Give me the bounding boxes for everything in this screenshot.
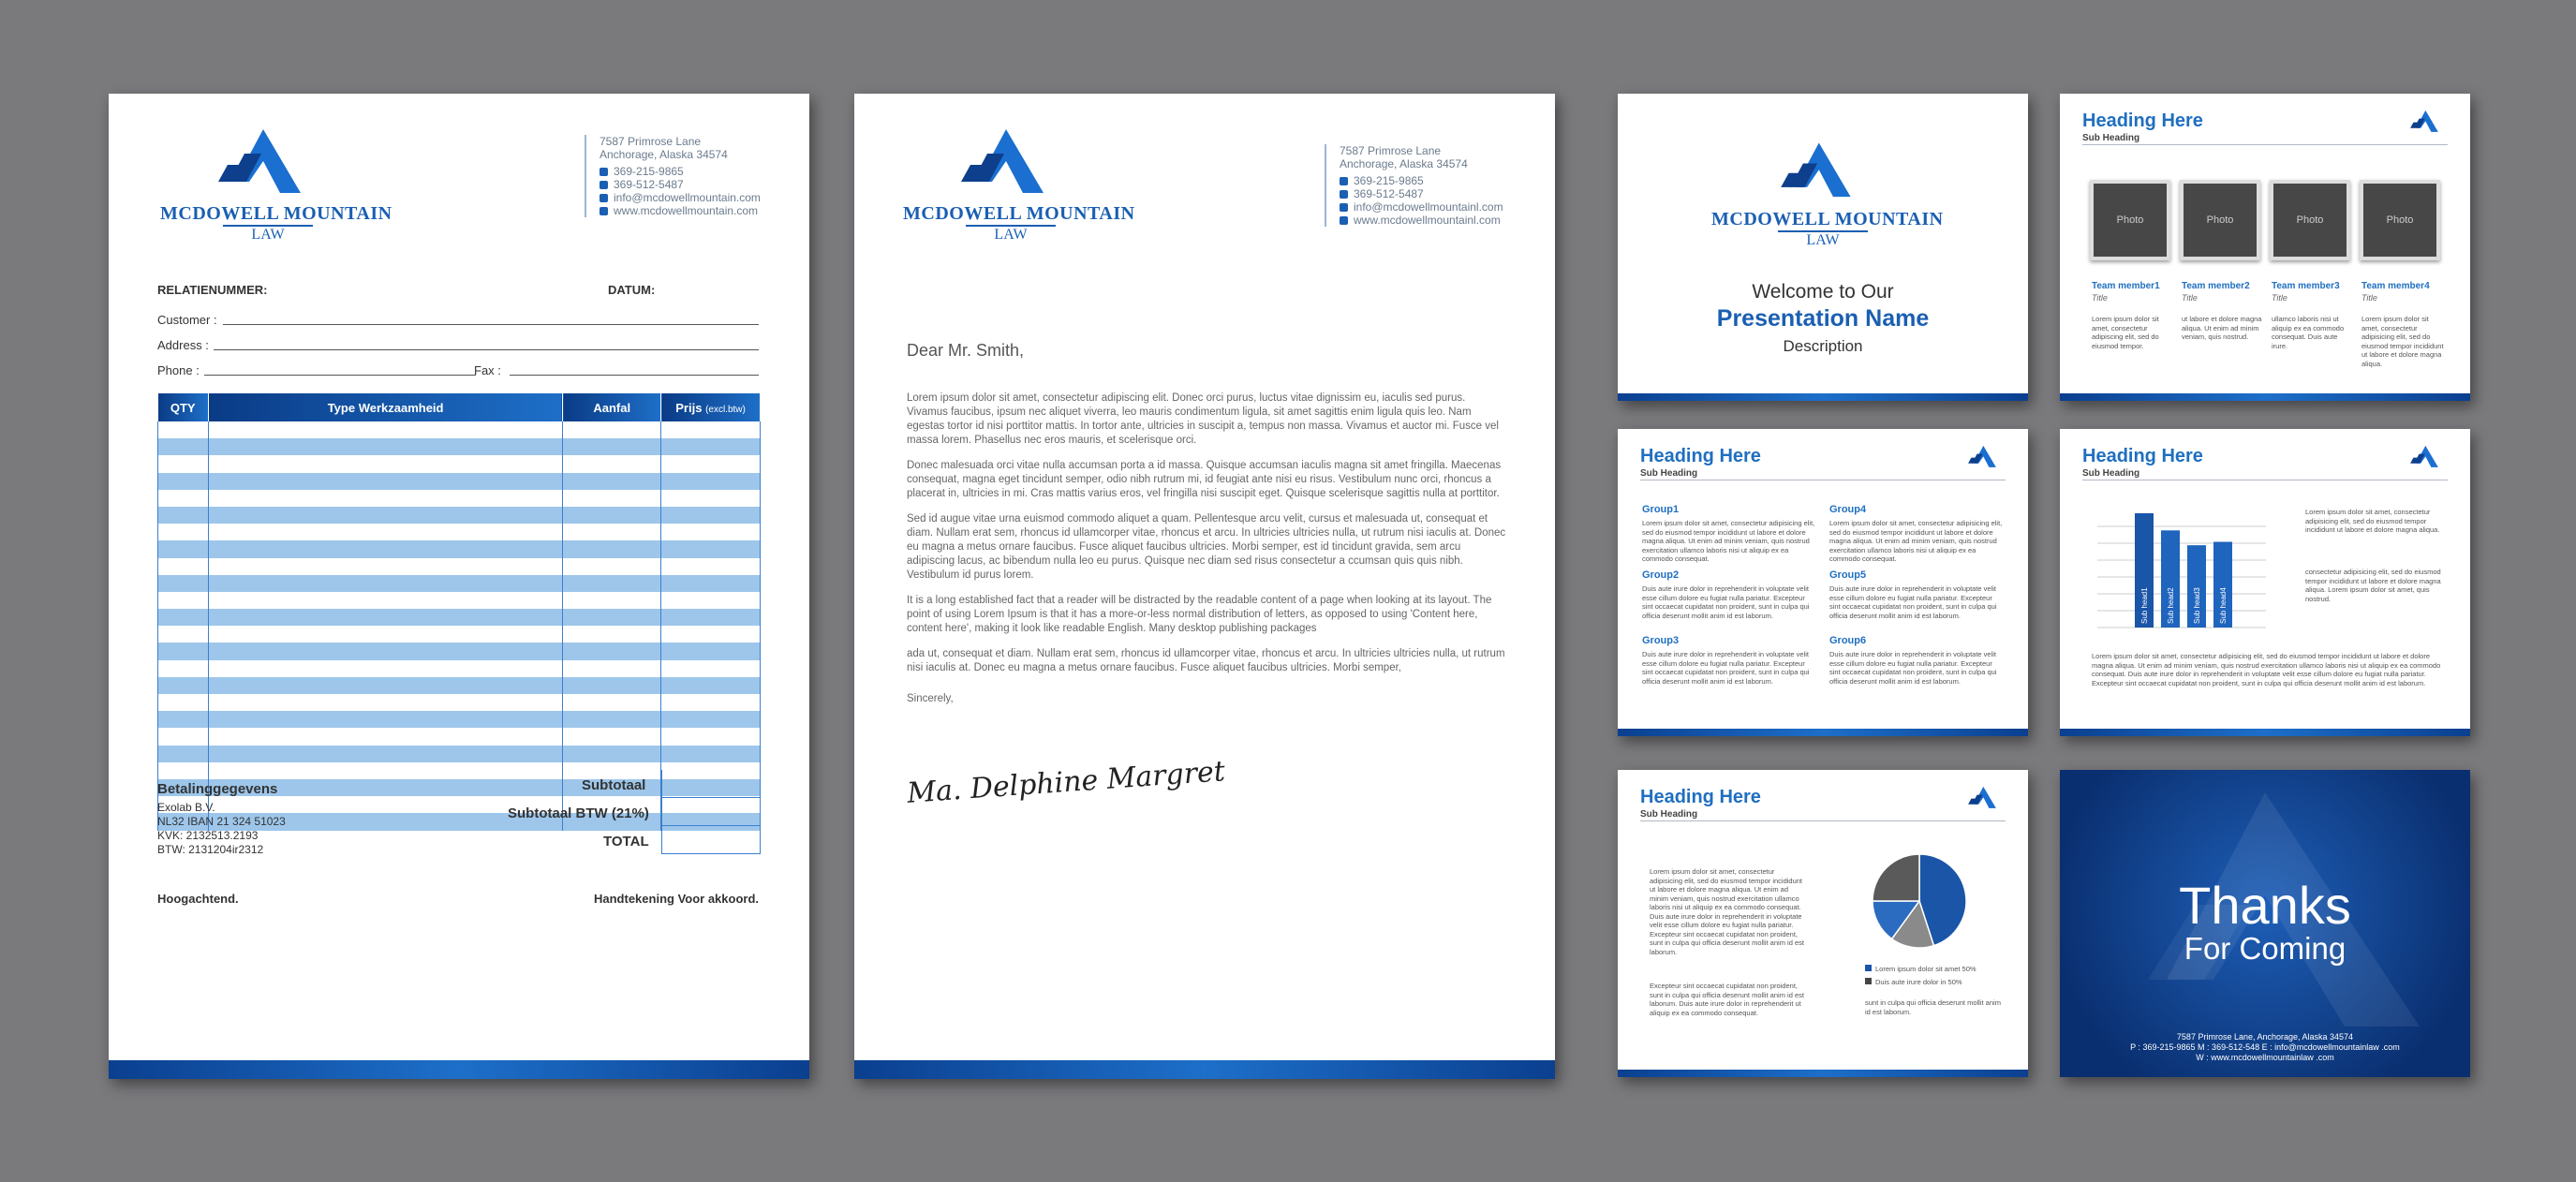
- table-cell[interactable]: [563, 694, 661, 711]
- email-icon: [1340, 203, 1348, 212]
- group-text: Lorem ipsum dolor sit amet, consectetur adipisicing elit, sed do eiusmod tempor incididunt ut labore et dolore magna aliqua. Ut enim ad minim veniam, quis nostrud exercitation ullamco laboris nisi ut aliquip ex ea commodo consequat.: [1642, 519, 1815, 563]
- table-cell[interactable]: [208, 507, 562, 524]
- table-row: [158, 660, 761, 677]
- total-label: TOTAL: [603, 834, 649, 850]
- fax-icon: [1340, 190, 1348, 199]
- fax-text: 369-512-5487: [614, 178, 684, 191]
- footer-band: [854, 1060, 1555, 1079]
- footer-band: [1618, 729, 2028, 736]
- table-row: [158, 438, 761, 455]
- slide-team: [2060, 94, 2470, 401]
- web-text: www.mcdowellmountain.com: [614, 204, 759, 217]
- table-row: [158, 558, 761, 575]
- address-line1: 7587 Primrose Lane: [600, 135, 702, 148]
- table-cell[interactable]: [661, 455, 761, 472]
- slide-heading: Heading Here: [1640, 446, 1761, 466]
- table-cell[interactable]: [661, 540, 761, 557]
- table-cell[interactable]: [158, 507, 209, 524]
- team-photo-3: Photo: [2270, 180, 2350, 260]
- mountain-logo-icon: [2406, 107, 2448, 137]
- slide-logo: [1711, 139, 1944, 249]
- team-member-title: Title: [2092, 293, 2108, 303]
- table-cell[interactable]: [158, 711, 209, 728]
- fax-field[interactable]: [510, 375, 759, 376]
- web-icon: [600, 207, 608, 215]
- betaling-line-1: Exolab B.V.: [157, 801, 215, 814]
- phone-text: 369-215-9865: [614, 165, 684, 178]
- customer-field[interactable]: [223, 324, 759, 325]
- table-row: [158, 746, 761, 762]
- bar-bottom-text: Lorem ipsum dolor sit amet, consectetur adipisicing elit, sed do eiusmod tempor incididunt ut labore et dolore magna aliqua. Ut enim ad minim veniam, quis nostrud exercitation ullamco laboris nisi ut aliquip ex ea commodo consequat. Duis aute irure dolor in reprehenderit in voluptate velit esse cillum dolore eu fugiat nulla pariatur. Excepteur sint occaecat cupidatat non proident, sunt in culpa qui officia deserunt mollit anim id est laborum.: [2092, 652, 2441, 687]
- team-photo-4: Photo: [2360, 180, 2440, 260]
- table-cell[interactable]: [208, 626, 562, 643]
- table-cell[interactable]: [158, 421, 209, 438]
- brand-sub: LAW: [223, 225, 312, 244]
- fax-icon: [600, 181, 608, 189]
- table-cell[interactable]: [661, 592, 761, 609]
- slide-groups: [1618, 429, 2028, 736]
- letter-sincerely: Sincerely,: [907, 693, 954, 704]
- phone-label: Phone :: [157, 363, 200, 377]
- table-cell[interactable]: [208, 455, 562, 472]
- table-cell[interactable]: [208, 746, 562, 762]
- table-cell[interactable]: [208, 677, 562, 694]
- thanks-text: Thanks: [2179, 876, 2351, 935]
- group-title: Group2: [1642, 569, 1680, 581]
- table-cell[interactable]: [563, 592, 661, 609]
- col-type: Type Werkzaamheid: [208, 393, 562, 421]
- table-cell[interactable]: [661, 558, 761, 575]
- slide-bar-chart: [2060, 429, 2470, 736]
- pie-legend-2: Duis aute irure dolor in 50%: [1865, 978, 2006, 987]
- col-prijs: Prijs (excl.btw): [661, 393, 761, 421]
- betaling-line-2: NL32 IBAN 21 324 51023: [157, 815, 286, 828]
- footer-band: [1618, 1070, 2028, 1077]
- datum-label: DATUM:: [608, 283, 656, 297]
- table-cell[interactable]: [563, 660, 661, 677]
- table-cell[interactable]: [563, 455, 661, 472]
- letter-paragraph: It is a long established fact that a reader will be distracted by the readable content of a page when looking at its layout. The point of using Lorem Ipsum is that it has a more-or-less normal distribution of letters, as opposed to using 'Content here, content here', making it look like readable English. Many desktop publishing packages: [907, 595, 1492, 634]
- table-cell[interactable]: [158, 490, 209, 507]
- brand-name: MCDOWELL MOUNTAIN: [160, 203, 392, 224]
- brand-name: MCDOWELL MOUNTAIN: [903, 203, 1135, 224]
- table-cell[interactable]: [563, 524, 661, 540]
- customer-label: Customer :: [157, 313, 217, 327]
- thanks-web: W : www.mcdowellmountainlaw .com: [2196, 1053, 2334, 1062]
- mountain-logo-icon: [2406, 442, 2448, 472]
- table-cell[interactable]: [208, 660, 562, 677]
- footer-band: [109, 1060, 809, 1079]
- table-cell[interactable]: [208, 438, 562, 455]
- table-cell[interactable]: [661, 694, 761, 711]
- betaling-line-4: BTW: 2131204ir2312: [157, 843, 264, 856]
- table-cell[interactable]: [208, 558, 562, 575]
- table-cell[interactable]: [158, 575, 209, 592]
- bar-label: Sub head2: [2167, 587, 2175, 624]
- table-cell[interactable]: [563, 473, 661, 490]
- table-cell[interactable]: [563, 490, 661, 507]
- invoice-table: [157, 393, 761, 831]
- presentation-name: Presentation Name: [1716, 305, 1930, 332]
- table-cell[interactable]: [563, 540, 661, 557]
- team-member-title: Title: [2182, 293, 2198, 303]
- table-cell[interactable]: [563, 728, 661, 745]
- table-cell[interactable]: [661, 660, 761, 677]
- table-row: [158, 540, 761, 557]
- table-cell[interactable]: [661, 711, 761, 728]
- group-title: Group1: [1642, 504, 1680, 515]
- table-cell[interactable]: [158, 746, 209, 762]
- group-title: Group4: [1829, 504, 1867, 515]
- letter-paragraph: Sed id augue vitae urna euismod commodo aliquet a quam. Pellentesque arcu velit, cursus et malesuada ut, consequat et diam. Nullam erat sem, rhoncus id ullamcorper vitae, rhoncus et arcu. In ultricies ultricies nulla, ut rutrum nisi iaculis at. Donec eu magna a metus ornare faucibus. Fusce aliquet faucibus ultricies. Morbi semper, est id tincidunt gravida, sem arcu adipiscing lacus, ac bibendum nulla leo eu purus. Quisque nec diam sed risus consectetur a ccumsan quis quis nibh. Vestibulum id purus lorem.: [907, 513, 1506, 581]
- address-field[interactable]: [214, 349, 759, 350]
- table-cell[interactable]: [158, 524, 209, 540]
- col-aanfal: Aanfal: [563, 393, 661, 421]
- table-row: [158, 643, 761, 659]
- team-member-title: Title: [2272, 293, 2287, 303]
- bar-chart: [2097, 508, 2266, 629]
- group-title: Group3: [1642, 635, 1680, 646]
- table-cell[interactable]: [158, 609, 209, 626]
- group-text: Duis aute irure dolor in reprehenderit in voluptate velit esse cillum dolore eu fugiat nulla pariatur. Excepteur sint occaecat cupidatat non proident, sunt in culpa qui officia deserunt mollit anim id est laborum.: [1642, 584, 1810, 620]
- table-cell[interactable]: [208, 473, 562, 490]
- team-blurb: Lorem ipsum dolor sit amet, consectetur adipiscing elit, sed do eiusmod tempor.: [2092, 315, 2159, 350]
- brand-sub: LAW: [1778, 230, 1867, 249]
- betaling-line-3: KVK: 2132513.2193: [157, 829, 259, 842]
- group-text: Duis aute irure dolor in reprehenderit in voluptate velit esse cillum dolore eu fugiat nulla pariatur. Excepteur sint occaecat cupidatat non proident, sunt in culpa qui officia deserunt mollit anim id est laborum.: [1642, 650, 1810, 686]
- closing-left: Hoogachtend.: [157, 892, 239, 906]
- table-cell[interactable]: [661, 677, 761, 694]
- brand-name: MCDOWELL MOUNTAIN: [1711, 209, 1944, 229]
- email-text: info@mcdowellmountainl.com: [1354, 200, 1503, 214]
- fax-label: Fax :: [474, 363, 501, 377]
- web-text: www.mcdowellmountainl.com: [1354, 214, 1501, 227]
- table-cell[interactable]: [661, 728, 761, 745]
- table-cell[interactable]: [208, 592, 562, 609]
- group-title: Group5: [1829, 569, 1867, 581]
- invoice-sheet: [109, 94, 809, 1079]
- relatie-label: RELATIENUMMER:: [157, 283, 268, 297]
- address-line2: Anchorage, Alaska 34574: [1340, 157, 1468, 170]
- col-qty: QTY: [158, 393, 209, 421]
- table-cell[interactable]: [208, 490, 562, 507]
- table-cell[interactable]: [158, 677, 209, 694]
- team-member-title: Title: [2361, 293, 2377, 303]
- team-blurb: Lorem ipsum dolor sit amet, consectetur adipisicing elit, sed do eiusmod tempor incididunt ut labore et dolore magna aliqua.: [2361, 315, 2444, 368]
- group-text: Lorem ipsum dolor sit amet, consectetur adipisicing elit, sed do eiusmod tempor incididunt ut labore et dolore magna aliqua. Ut enim ad minim veniam, quis nostrud exercitation ullamco laboris nisi ut aliquip ex ea commodo consequat.: [1829, 519, 2003, 563]
- web-icon: [1340, 216, 1348, 225]
- slide-thanks: [2060, 770, 2470, 1077]
- address-line1: 7587 Primrose Lane: [1340, 144, 1442, 157]
- table-cell[interactable]: [158, 643, 209, 659]
- bar-right-text: consectetur adipisicing elit, sed do eiusmod tempor incididunt ut labore et dolore magna aliqua. Lorem ipsum dolor sit amet, quis nostrud.: [2305, 568, 2441, 603]
- group-text: Duis aute irure dolor in reprehenderit in voluptate velit esse cillum dolore eu fugiat nulla pariatur. Excepteur sint occaecat cupidatat non proident, sunt in culpa qui officia deserunt mollit anim id est laborum.: [1829, 650, 1997, 686]
- slide-subheading: Sub Heading: [1640, 809, 1698, 820]
- letter-signature: Ma. Delphine Margret: [906, 755, 1226, 810]
- mountain-logo-icon: [1964, 442, 2006, 472]
- table-cell[interactable]: [661, 609, 761, 626]
- mountain-logo-icon: [207, 127, 329, 199]
- table-row: [158, 609, 761, 626]
- table-cell[interactable]: [563, 677, 661, 694]
- slide-welcome: [1618, 94, 2028, 401]
- table-cell[interactable]: [158, 626, 209, 643]
- table-cell[interactable]: [208, 421, 562, 438]
- table-cell[interactable]: [158, 694, 209, 711]
- team-member-name: Team member4: [2361, 281, 2430, 291]
- table-cell[interactable]: [158, 438, 209, 455]
- slide-heading: Heading Here: [2082, 111, 2203, 131]
- thanks-address: 7587 Primrose Lane, Anchorage, Alaska 34574: [2176, 1032, 2354, 1042]
- table-cell[interactable]: [208, 524, 562, 540]
- team-member-name: Team member2: [2182, 281, 2250, 291]
- bar-label: Sub head1: [2140, 587, 2149, 624]
- table-cell[interactable]: [563, 558, 661, 575]
- table-cell[interactable]: [158, 473, 209, 490]
- description-text: Description: [1783, 337, 1863, 355]
- table-row: [158, 455, 761, 472]
- table-cell[interactable]: [661, 507, 761, 524]
- table-cell[interactable]: [158, 762, 209, 779]
- footer-band: [2060, 729, 2470, 736]
- mountain-logo-icon: [1964, 783, 2006, 813]
- email-text: info@mcdowellmountain.com: [614, 191, 761, 204]
- letter-paragraph: ada ut, consequat et diam. Nullam erat sem, rhoncus id ullamcorper vitae, rhoncus et arcu. In ultricies ultricies nulla, ut rutrum nisi iaculis at. Donec eu magna a metus ornare faucibus. Fusce aliquet faucibus ultricies. Morbi semper,: [907, 648, 1505, 673]
- slide-subheading: Sub Heading: [2082, 468, 2140, 479]
- pie-slice: [1873, 854, 1919, 901]
- table-row: [158, 728, 761, 745]
- team-blurb: ullamco laboris nisi ut aliquip ex ea commodo consequat. Duis aute irure.: [2272, 315, 2345, 350]
- table-cell[interactable]: [563, 575, 661, 592]
- team-blurb: ut labore et dolore magna aliqua. Ut enim ad minim veniam, quis nostrud.: [2182, 315, 2262, 341]
- table-cell[interactable]: [208, 762, 562, 779]
- phone-icon: [1340, 177, 1348, 185]
- betaling-title: Betalinggegevens: [157, 781, 278, 797]
- table-row: [158, 490, 761, 507]
- table-cell[interactable]: [661, 575, 761, 592]
- footer-band: [2060, 393, 2470, 401]
- slide-heading: Heading Here: [2082, 446, 2203, 466]
- mountain-logo-icon: [1771, 139, 1874, 204]
- mountain-logo-icon: [950, 127, 1072, 199]
- slide-rule: [1640, 820, 2006, 821]
- pie-below-text: sunt in culpa qui officia deserunt mollit anim id est laborum.: [1865, 998, 2001, 1016]
- table-cell[interactable]: [563, 711, 661, 728]
- address-line2: Anchorage, Alaska 34574: [600, 148, 728, 161]
- table-cell[interactable]: [661, 438, 761, 455]
- bar-label: Sub head3: [2193, 587, 2201, 624]
- pie-left-text: Excepteur sint occaecat cupidatat non proident, sunt in culpa qui officia deserunt mollit anim id est laborum. Duis aute irure dolor in reprehenderit ut aliquip ex ea commodo consequat.: [1650, 982, 1804, 1017]
- group-title: Group6: [1829, 635, 1867, 646]
- table-cell[interactable]: [661, 490, 761, 507]
- table-cell[interactable]: [208, 728, 562, 745]
- table-row: [158, 473, 761, 490]
- welcome-text: Welcome to Our: [1752, 281, 1894, 303]
- closing-right: Handtekening Voor akkoord.: [594, 892, 760, 906]
- table-cell[interactable]: [158, 540, 209, 557]
- slide-subheading: Sub Heading: [2082, 133, 2140, 143]
- letter-paragraph: Donec malesuada orci vitae nulla accumsan porta a id massa. Quisque accumsan iaculis magna sit amet fringilla. Maecenas consequat, magna eget tincidunt semper, odio nibh rutrum mi, id feugiat ante nisi eu risus. Vestibulum nunc orci, rhoncus a placerat in, ultricies in mi. Cras mattis varius eros, vel fringilla nisi suscipit eget. Quisque scelerisque sagittis nulla at porttitor.: [907, 460, 1502, 499]
- sum-box: [661, 770, 761, 854]
- address-label: Address :: [157, 338, 209, 352]
- phone-icon: [600, 168, 608, 176]
- table-cell[interactable]: [661, 473, 761, 490]
- group-text: Duis aute irure dolor in reprehenderit in voluptate velit esse cillum dolore eu fugiat nulla pariatur. Excepteur sint occaecat cupidatat non proident, sunt in culpa qui officia deserunt mollit anim id est laborum.: [1829, 584, 1997, 620]
- table-cell[interactable]: [563, 609, 661, 626]
- slide-pie-chart: [1618, 770, 2028, 1077]
- team-member-name: Team member1: [2092, 281, 2160, 291]
- table-cell[interactable]: [563, 626, 661, 643]
- slide-heading: Heading Here: [1640, 787, 1761, 807]
- table-cell[interactable]: [563, 643, 661, 659]
- table-cell[interactable]: [208, 609, 562, 626]
- pie-left-text: Lorem ipsum dolor sit amet, consectetur adipisicing elit, sed do eiusmod tempor incididunt ut labore et dolore magna aliqua. Ut enim ad minim veniam, quis nostrud exercitation ullamco laboris nisi ut aliquip ex ea commodo consequat. Duis aute irure dolor in reprehenderit in voluptate velit esse cillum dolore eu fugiat nulla pariatur. Excepteur sint occaecat cupidatat non proident, sunt in culpa qui officia deserunt mollit anim id est laborum.: [1650, 867, 1804, 956]
- letter-body: [907, 392, 1508, 717]
- thanks-contact: P : 369-215-9865 M : 369-512-548 E : info@mcdowellmountainlaw .com: [2130, 1042, 2400, 1052]
- table-cell[interactable]: [158, 660, 209, 677]
- letter-logo: [903, 127, 1135, 244]
- table-cell[interactable]: [563, 438, 661, 455]
- team-photo-1: Photo: [2090, 180, 2170, 260]
- slide-rule: [2082, 144, 2448, 145]
- table-row: [158, 626, 761, 643]
- table-row: [158, 711, 761, 728]
- pie-chart: [1871, 852, 1968, 950]
- table-cell[interactable]: [661, 524, 761, 540]
- invoice-logo: [160, 127, 392, 244]
- table-cell[interactable]: [158, 728, 209, 745]
- table-cell[interactable]: [661, 421, 761, 438]
- table-cell[interactable]: [563, 746, 661, 762]
- letter-contact: [1325, 144, 1503, 227]
- for-coming-text: For Coming: [2184, 931, 2347, 966]
- table-cell[interactable]: [661, 643, 761, 659]
- bar-label: Sub head4: [2219, 587, 2228, 624]
- table-row: [158, 524, 761, 540]
- table-row: [158, 575, 761, 592]
- team-photo-2: Photo: [2180, 180, 2260, 260]
- fax-text: 369-512-5487: [1354, 187, 1424, 200]
- table-row: [158, 507, 761, 524]
- brand-sub: LAW: [966, 225, 1055, 244]
- bar-right-text: Lorem ipsum dolor sit amet, consectetur adipisicing elit, sed do eiusmod tempor incididunt ut labore et dolore magna aliqua.: [2305, 508, 2440, 534]
- slide-subheading: Sub Heading: [1640, 468, 1698, 479]
- subtotaal-btw-label: Subtotaal BTW (21%): [508, 805, 649, 821]
- table-cell[interactable]: [208, 575, 562, 592]
- email-icon: [600, 194, 608, 202]
- table-cell[interactable]: [158, 592, 209, 609]
- table-cell[interactable]: [208, 643, 562, 659]
- table-row: [158, 677, 761, 694]
- table-row: [158, 421, 761, 438]
- table-row: [158, 592, 761, 609]
- table-cell[interactable]: [158, 558, 209, 575]
- table-cell[interactable]: [208, 540, 562, 557]
- table-cell[interactable]: [661, 626, 761, 643]
- letter-greeting: Dear Mr. Smith,: [907, 341, 1025, 360]
- table-row: [158, 694, 761, 711]
- pie-legend-1: Lorem ipsum dolor sit amet 50%: [1865, 965, 2006, 974]
- subtotaal-label: Subtotaal: [582, 777, 646, 793]
- table-cell[interactable]: [208, 694, 562, 711]
- table-cell[interactable]: [208, 711, 562, 728]
- letter-sheet: [854, 94, 1555, 1079]
- table-cell[interactable]: [563, 507, 661, 524]
- table-cell[interactable]: [563, 421, 661, 438]
- footer-band: [1618, 393, 2028, 401]
- phone-text: 369-215-9865: [1354, 174, 1424, 187]
- invoice-contact: [585, 135, 761, 217]
- phone-field[interactable]: [204, 375, 476, 376]
- table-cell[interactable]: [158, 455, 209, 472]
- table-cell[interactable]: [661, 746, 761, 762]
- letter-paragraph: Lorem ipsum dolor sit amet, consectetur adipiscing elit. Donec orci purus, luctus vitae dignissim eu, iaculis sed purus. Vivamus faucibus, ipsum nec aliquet viverra, leo mauris condimentum ligula, sit amet sagittis enim ligula quis leo. Nam egestas tortor id nisi porttitor mattis. In tortor ante, ultricies in suscipit a, tempus non massa. Vivamus et auctor mi. Fusce vel massa lorem. Phasellus nec eros mauris, et scelerisque orci.: [907, 392, 1499, 446]
- team-member-name: Team member3: [2272, 281, 2340, 291]
